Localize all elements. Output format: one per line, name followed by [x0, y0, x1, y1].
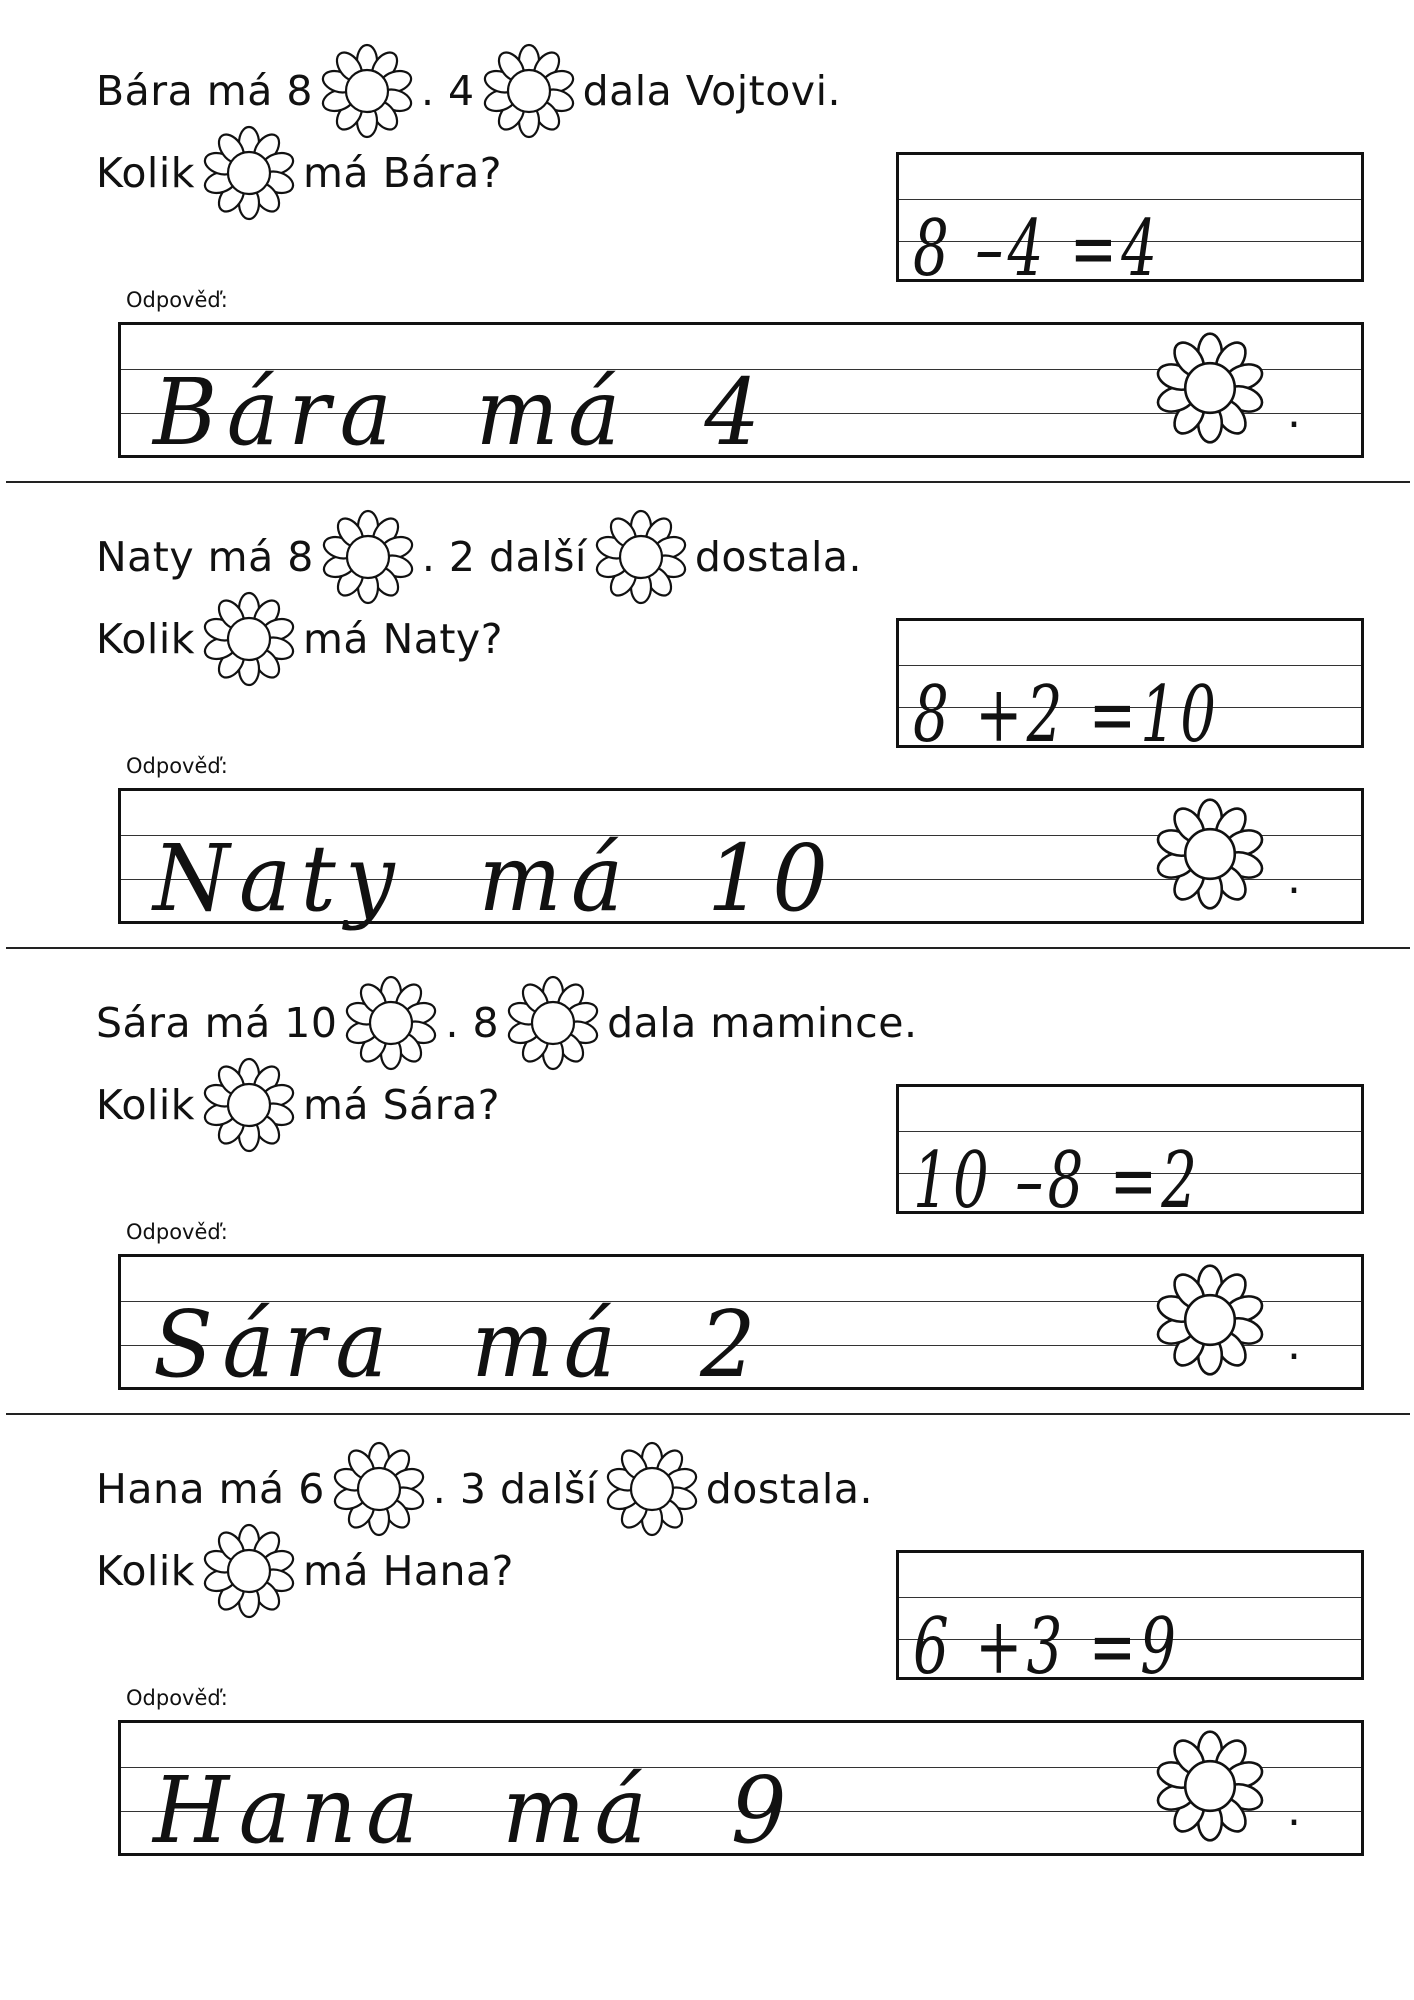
statement-part: . 4 [420, 67, 475, 115]
problem-question [96, 1516, 514, 1626]
flower-icon [199, 123, 299, 223]
problem-2 [0, 466, 1414, 932]
answer-box [118, 788, 1364, 932]
answer-period: . [1287, 1319, 1301, 1370]
statement-part: dala mamince. [607, 999, 918, 1047]
answer-period: . [1287, 853, 1301, 904]
equation-box [896, 1550, 1364, 1692]
flower-icon [1151, 795, 1269, 913]
answer-text: Sára má 2 [153, 1291, 766, 1398]
flower-icon [1151, 329, 1269, 447]
question-part: má Bára? [302, 149, 503, 197]
answer-box [118, 1720, 1364, 1864]
answer-box [118, 1254, 1364, 1398]
equation-text: 10 –8 =2 [913, 1136, 1202, 1226]
answer-text: Hana má 9 [153, 1757, 796, 1864]
equation-text: 8 +2 =10 [913, 670, 1221, 760]
answer-text: Naty má 10 [153, 825, 838, 932]
question-part: Kolik [96, 615, 195, 663]
statement-part: Naty má 8 [96, 533, 314, 581]
problem-3 [0, 932, 1414, 1398]
flower-icon [199, 589, 299, 689]
statement-part: . 2 další [421, 533, 587, 581]
answer-period: . [1287, 1785, 1301, 1836]
question-part: Kolik [96, 149, 195, 197]
answer-label: Odpověď: [126, 754, 228, 778]
problem-question [96, 584, 503, 694]
equation-text: 8 –4 =4 [913, 204, 1162, 294]
answer-label: Odpověď: [126, 1220, 228, 1244]
equation-box [896, 618, 1364, 760]
flower-icon [1151, 1727, 1269, 1845]
answer-label: Odpověď: [126, 288, 228, 312]
answer-text: Bára má 4 [153, 359, 770, 466]
statement-part: Sára má 10 [96, 999, 338, 1047]
problem-question [96, 1050, 500, 1160]
question-part: má Sára? [302, 1081, 500, 1129]
question-part: Kolik [96, 1081, 195, 1129]
statement-part: dostala. [705, 1465, 873, 1513]
question-part: Kolik [96, 1547, 195, 1595]
statement-part: Hana má 6 [96, 1465, 325, 1513]
problem-4 [0, 1398, 1414, 1864]
flower-icon [591, 507, 691, 607]
problem-1 [0, 0, 1414, 466]
question-part: má Hana? [302, 1547, 514, 1595]
equation-text: 6 +3 =9 [913, 1602, 1181, 1692]
statement-part: . 8 [445, 999, 500, 1047]
flower-icon [199, 1055, 299, 1155]
flower-icon [602, 1439, 702, 1539]
flower-icon [199, 1521, 299, 1621]
problem-question [96, 118, 502, 228]
equation-box [896, 152, 1364, 294]
answer-period: . [1287, 387, 1301, 438]
statement-part: dostala. [694, 533, 863, 581]
equation-box [896, 1084, 1364, 1226]
answer-box [118, 322, 1364, 466]
question-part: má Naty? [302, 615, 503, 663]
flower-icon [503, 973, 603, 1073]
statement-part: Bára má 8 [96, 67, 313, 115]
statement-part: dala Vojtovi. [582, 67, 841, 115]
answer-label: Odpověď: [126, 1686, 228, 1710]
flower-icon [1151, 1261, 1269, 1379]
statement-part: . 3 další [432, 1465, 598, 1513]
